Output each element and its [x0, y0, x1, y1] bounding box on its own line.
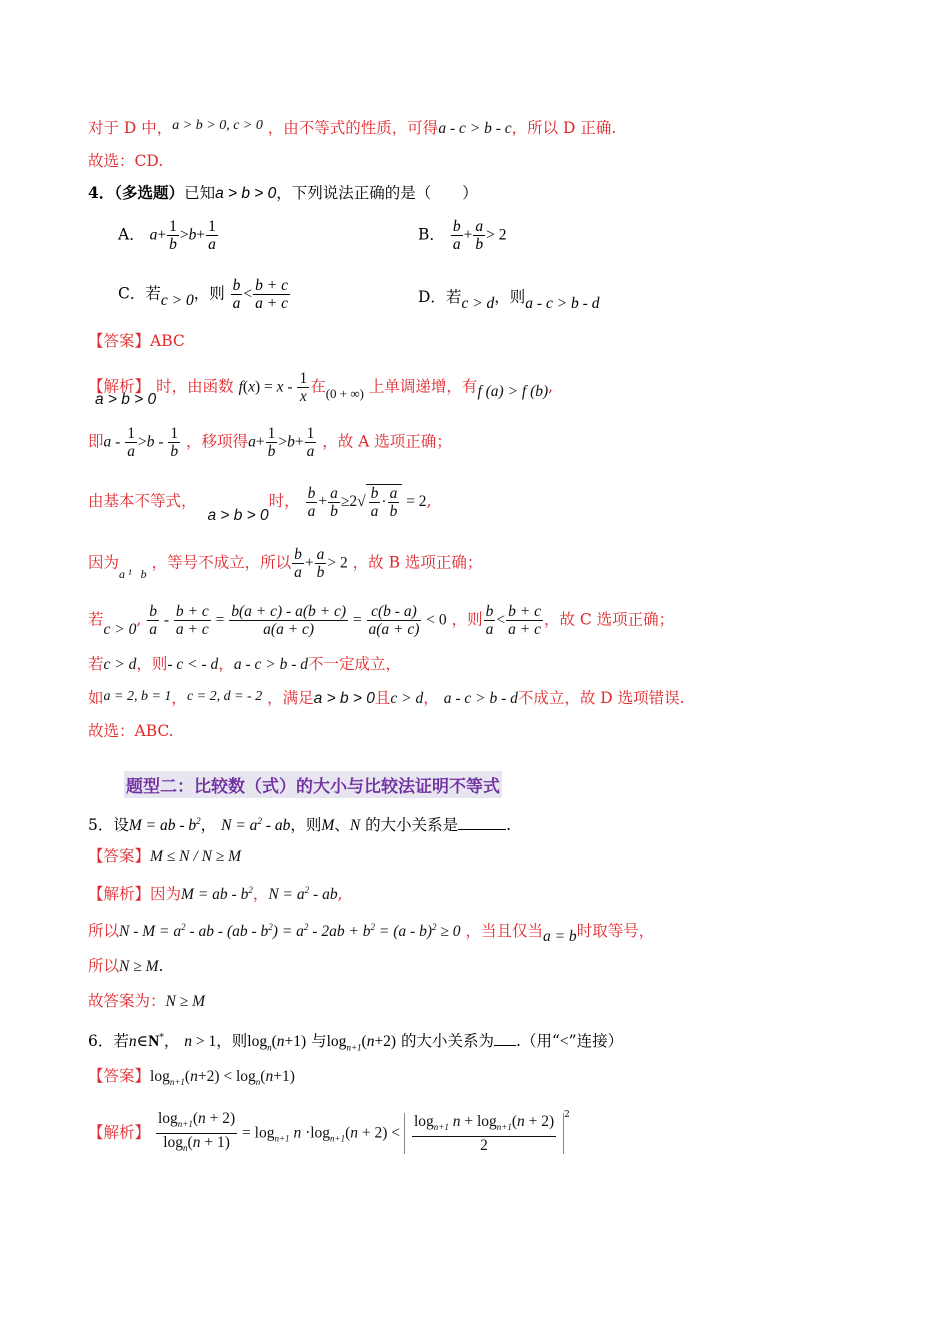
solution-4-line5: 若c > 0, $\frac{b}{a}$ - $\frac{b + c}{a + c}$ = $\frac{b(a + c) - a(b + c)}{a(a + c)}$ = $\frac{c(b - a)}{a(a + c)}$ < 0 ，则 $\frac{b}{a}$ < $\frac{b + c}{a + c}$ ，故 C 选项正确； [88, 603, 675, 638]
choose-abc: 故选：ABC. [88, 722, 174, 740]
solution-4-line2: 即a - $\frac{1}{a}$ >b - $\frac{1}{b}$ ，移项得a+ $\frac{1}{b}$ >b+ $\frac{1}{a}$ ，故 A 选项正确； [88, 425, 452, 460]
solution-4-line4: 因为$_{a ^1 b}$ ，等号不成立，所以 $\frac{b}{a}$ + $\frac{a}{b}$ > 2 ，故 B 选项正确； [88, 546, 483, 581]
option-d: D．若c > d，则a - c > b - d [418, 288, 600, 312]
solution-4-line7: 如a = 2, b = 1，c = 2, d = - 2 ，满足a > b > 0且c > d， a - c > b - d不成立，故 D 选项错误. [88, 689, 685, 707]
answer-5: 【答案】M ≤ N / N ≥ M [88, 847, 242, 865]
question-4: 4．（多选题）已知a > b > 0，下列说法正确的是（ ） [88, 183, 478, 202]
option-a: A． a+ $\frac{1}{b}$ >b+ $\frac{1}{a}$ [118, 218, 216, 253]
solution-6: 【解析】 $\frac{\log_{n+1}(n + 2)}{\log_n(n + 1)}$ = $\log_{n+1} n \cdot\log_{n+1}(n + 2)$ < $\frac{\log_{n+1} n + \log_{n+1}(n + 2)}{2}$ $^2$ [88, 1110, 570, 1155]
solution-5-line2: 所以$N - M = a^2$ - ab - $(ab - b^2) = a^2 - 2ab + b^2 = (a - b)^2 \ge 0$ ，当且仅当a = b时取等号， [88, 922, 655, 946]
option-c: C．若c > 0，则 $\frac{b}{a}$ < $\frac{b + c}{a + c}$ [118, 277, 289, 312]
section-heading: 题型二：比较数（式）的大小与比较法证明不等式 [124, 771, 502, 798]
question-5: 5．设M = ab - $b^2$， $N = a^2$ - ab，则M、N 的大小关系是 . [88, 816, 512, 835]
question-6: 6．若n∈N*， n > 1，则$\log_n(n+1)$ 与$\log_{n+1}(n+2)$ 的大小关系为 .（用“<”连接） [88, 1032, 624, 1053]
option-b: B． $\frac{b}{a}$ + $\frac{a}{b}$ > 2 [418, 218, 507, 253]
solution-line-d: 对于 D 中，a > b > 0, c > 0 ，由不等式的性质，可得a - c > b - c，所以 D 正确. [88, 118, 617, 137]
answer-6: 【答案】$\log_{n+1}(n+2) < \log_n(n+1)$ [88, 1067, 295, 1088]
solution-5-line3: 所以N ≥ M. [88, 957, 164, 975]
solution-4-line3: 由基本不等式， a > b > 0时， $\frac{b}{a}$ + $\frac{a}{b}$ ≥2√ $\frac{b}{a}$ · $\frac{a}{b}$ = 2, [88, 484, 432, 524]
choose-cd: 故选：CD. [88, 152, 164, 170]
solution-4-line1: 【解析】 a > b > 0时，由函数 f(x) = x - $\frac{1}{x}$ 在$_{(0 + \infty)}$ 上单调递增，有f (a) > f (b), [88, 370, 554, 408]
answer-4: 【答案】ABC [88, 332, 185, 350]
solution-5-line4: 故答案为：N ≥ M [88, 992, 206, 1010]
solution-4-line6: 若c > d，则- c < - d，a - c > b - d不一定成立， [88, 655, 401, 673]
solution-5-line1: 【解析】因为M = ab - $b^2$，$N = a^2$ - ab, [88, 885, 343, 904]
